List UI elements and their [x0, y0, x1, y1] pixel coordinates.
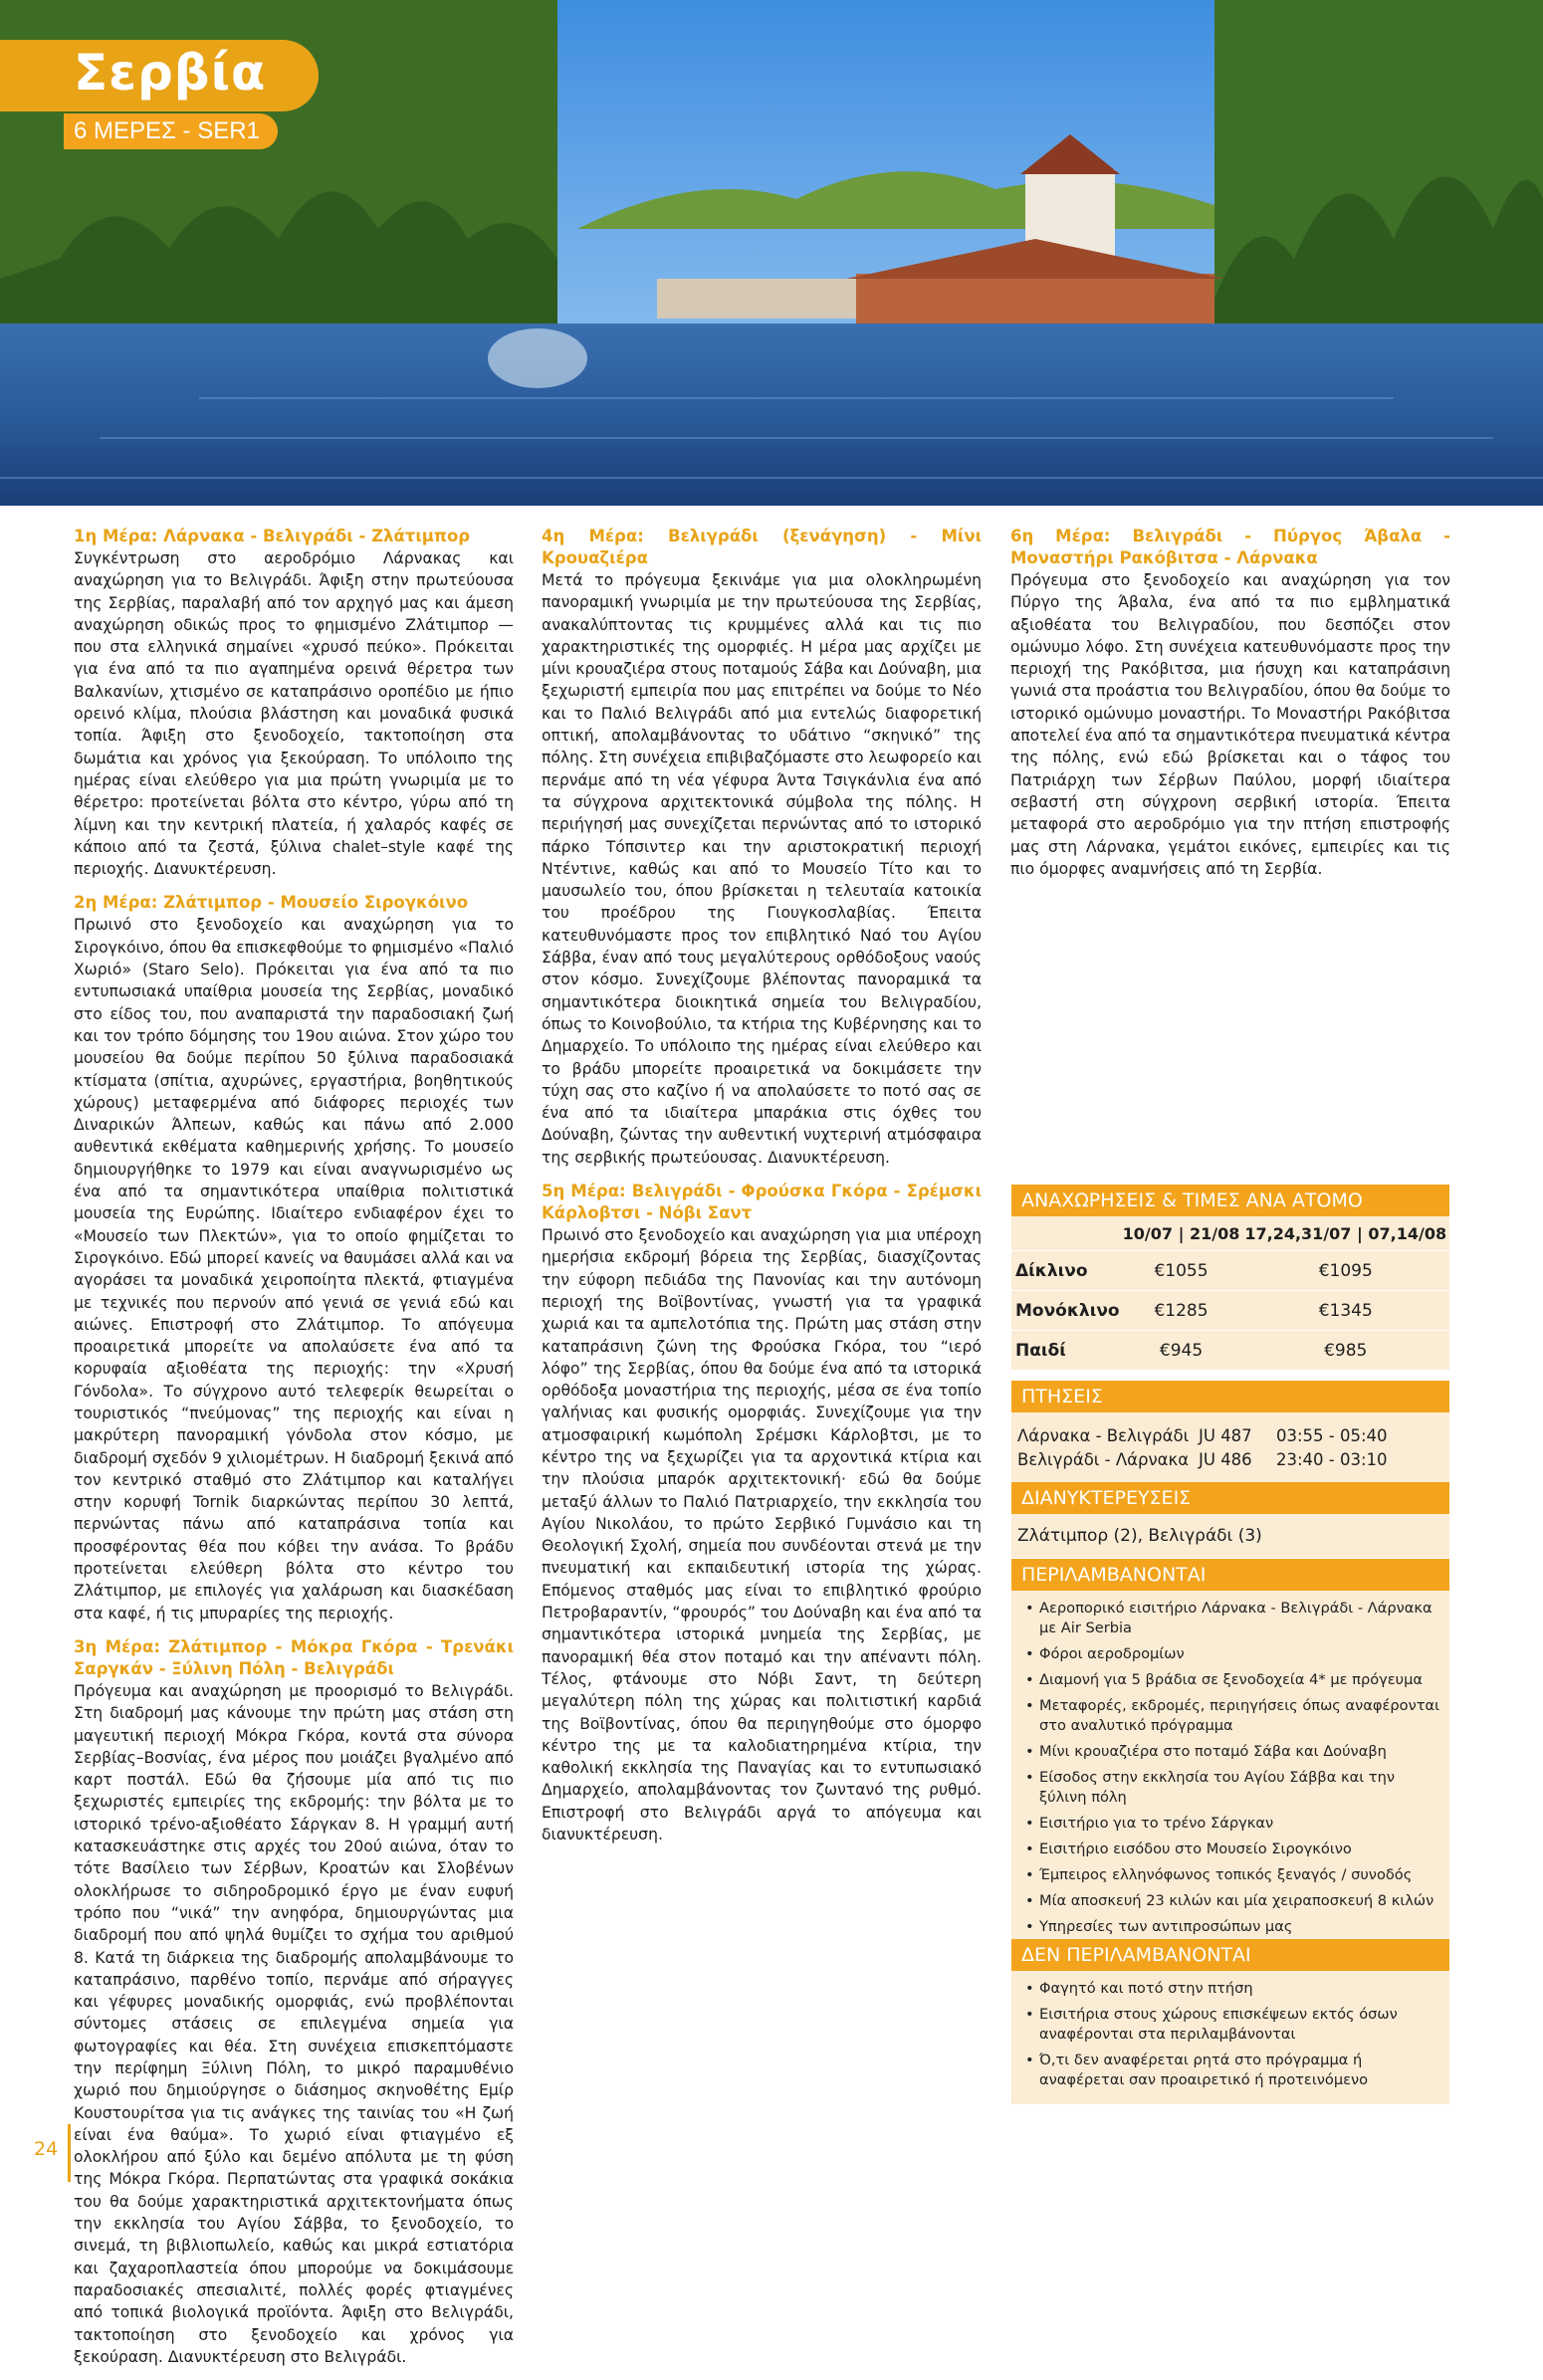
- included-list: [1011, 1591, 1449, 1951]
- list-item: • Μία αποσκευή 23 κιλών και μία χειραποσκευή 8 κιλών: [1025, 1891, 1443, 1911]
- list-item: • Φόροι αεροδρομίων: [1025, 1644, 1443, 1664]
- list-item: • Εισιτήριο εισόδου στο Μουσείο Σιρογκόινο: [1025, 1839, 1443, 1859]
- day-5-title: 5η Μέρα: Βελιγράδι - Φρούσκα Γκόρα - Σρέμσκι Κάρλοβτσι - Νόβι Σαντ: [542, 1182, 982, 1223]
- list-item: • Είσοδος στην εκκλησία του Αγίου Σάββα και την ξύλινη πόλη: [1025, 1768, 1443, 1808]
- list-item: • Αεροπορικό εισιτήριο Λάρνακα - Βελιγράδι - Λάρνακα με Air Serbia: [1025, 1599, 1443, 1638]
- page-number: 24: [34, 2138, 59, 2160]
- page-title: Σερβία: [74, 44, 267, 102]
- list-item: • Εισιτήριο για το τρένο Σάργκαν: [1025, 1814, 1443, 1834]
- flights-heading: ΠΤΗΣΕΙΣ: [1011, 1381, 1449, 1412]
- list-item: • Εισιτήρια στους χώρους επισκέψεων εκτός όσων αναφέρονται στα περιλαμβάνονται: [1025, 2005, 1443, 2045]
- included-box: [1011, 1559, 1449, 1951]
- included-heading: ΠΕΡΙΛΑΜΒΑΝΟΝΤΑΙ: [1011, 1559, 1449, 1591]
- price-column-1: 10/07 | 21/08: [1122, 1223, 1240, 1243]
- tour-code-badge: 6 ΜΕΡΕΣ - SER1: [64, 113, 278, 149]
- day-4-text: Μετά το πρόγευμα ξεκινάμε για μια ολοκληρωμένη πανοραμική γνωριμία με την πρωτεύουσα της Σερβίας, ανακαλύπτοντας τις κρυμμένες αλλά και τις πιο χαρακτηριστικές της ομορφιές. Η μέρα μας αρχίζει με μίνι κρουαζιέρα στους ποταμούς Σάβα και Δούναβη, μια ξεχωριστή εμπειρία που μας επιτρέπει να δούμε το Νέο και το Παλιό Βελιγράδι από μια εντελώς διαφορετική οπτική, απολαμβάνοντας το υδάτινο “σκηνικό” της πόλης. Στη συνέχεια επιβιβαζόμαστε στο λεωφορείο και περνάμε από τη νέα γέφυρα Άντα Τσιγκάνλια ένα από τα σύγχρονα αρχιτεκτονικά σύμβολα της πόλης. Η περιήγησή μας συνεχίζεται περνώντας από το ιστορικό πάρκο Τόπσιντερ και την αριστοκρατική περιοχή Ντέντινε, καθώς και από το Μουσείο Τίτο και το μαυσωλείο του, όπου βρίσκεται η τελευταία κατοικία του προέδρου της Γιουγκοσλαβίας. Έπειτα κατευθυνόμαστε προς τον επιβλητικό Ναό του Αγίου Σάββα, έναν από τους μεγαλύτερους ορθόδοξους ναούς στον κόσμο. Συνεχίζουμε βλέποντας πανοραμικά τα σημαντικότερα διοικητικά σημεία του Βελιγραδίου, όπως το Κοινοβούλιο, τα κτήρια της Κυβέρνησης και το Δημαρχείο. Το υπόλοιπο της ημέρας είναι ελεύθερο και το βράδυ μπορείτε προαιρετικά να δοκιμάσετε την τύχη σας στο καζίνο ή να απολαύσετε το ποτό σας σε ένα από τα ιδιαίτερα μπαράκια στις όχθες του Δούναβη, ζώντας την αυθεντική νυχτερινή ατμόσφαιρα της σερβικής πρωτεύουσας. Διανυκτέρευση.: [542, 571, 982, 1167]
- day-3-text: Πρόγευμα και αναχώρηση με προορισμό το Βελιγράδι. Στη διαδρομή μας κάνουμε την πρώτη μας στάση στη μαγευτική περιοχή Μόκρα Γκόρα, κοντά στα σύνορα Σερβίας–Βοσνίας, ένα μέρος που μοιάζει βγαλμένο από καρτ ποστάλ. Εδώ θα ζήσουμε μία από τις πιο ξεχωριστές εμπειρίες της εκδρομής: την βόλτα με το ιστορικό τρένο-αξιοθέατο Σάργκαν 8. Η γραμμή αυτή κατασκευάστηκε στις αρχές του 20ού αιώνα, όταν το τότε Βασίλειο των Σέρβων, Κροατών και Σλοβένων ολοκλήρωσε το σιδηροδρομικό έργο με έναν ευφυή τρόπο που “νικά” την ανηφόρα, δημιουργώντας μια διαδρομή που από ψηλά θυμίζει το σχήμα του αριθμού 8. Κατά τη διάρκεια της διαδρομής απολαμβάνουμε το καταπράσινο, παρθένο τοπίο, περνάμε από σήραγγες και γέφυρες μοναδικής ομορφιάς, ενώ προβλέπονται σύντομες στάσεις σε επιλεγμένα σημεία για φωτογραφίες και θέα. Στη συνέχεια επισκεπτόμαστε την περίφημη Ξύλινη Πόλη, το μικρό παραμυθένιο χωριό που δημιούργησε ο διάσημος σκηνοθέτης Εμίρ Κουστουρίτσα για τις ανάγκες της ταινίας του «Η ζωή είναι ένα θαύμα». Το χωριό είναι φτιαγμένο εξ ολοκλήρου από ξύλο και δεμένο απόλυτα με τη φύση της Μόκρα Γκόρα. Περπατώντας στα γραφικά σοκάκια του θα δούμε χαρακτηριστικά αρχιτεκτονήματα όπως την εκκλησία του Αγίου Σάββα, το ξενοδοχείο, το σινεμά, τη βιβλιοπωλείο, καθώς και μικρά εστιατόρια και ζαχαροπλαστεία όπου μπορούμε να δοκιμάσουμε παραδοσιακές σπεσιαλιτέ, πολλές φορές φτιαγμένες από τοπικά βιολογικά προϊόντα. Άφιξη στο Βελιγράδι, τακτοποίηση στο ξενοδοχείο και χρόνος για ξεκούραση. Διανυκτέρευση στο Βελιγράδι.: [74, 1681, 514, 2366]
- list-item: • Μεταφορές, εκδρομές, περιηγήσεις όπως αναφέρονται στο αναλυτικό πρόγραμμα: [1025, 1696, 1443, 1736]
- list-item: • Διαμονή για 5 βράδια σε ξενοδοχεία 4* με πρόγευμα: [1025, 1670, 1443, 1690]
- flight-row: Βελιγράδι - Λάρνακα JU 486 23:40 - 03:10: [1017, 1450, 1388, 1469]
- flight-row: Λάρνακα - Βελιγράδι JU 487 03:55 - 05:40: [1017, 1426, 1388, 1445]
- list-item: • Μίνι κρουαζιέρα στο ποταμό Σάβα και Δούναβη: [1025, 1742, 1443, 1762]
- list-item: • Ό,τι δεν αναφέρεται ρητά στο πρόγραμμα ή αναφέρεται σαν προαιρετικό ή προτεινόμενο: [1025, 2051, 1443, 2090]
- not-included-box: [1011, 1939, 1449, 2104]
- day-3-title: 3η Μέρα: Ζλάτιμπορ - Μόκρα Γκόρα - Τρενάκι Σαργκάν - Ξύλινη Πόλη - Βελιγράδι: [74, 1636, 514, 1678]
- table-row: Παιδί €945 €985: [1011, 1331, 1449, 1371]
- flights-box: [1011, 1381, 1449, 1482]
- not-included-list: [1011, 1971, 1449, 2104]
- day-5-text: Πρωινό στο ξενοδοχείο και αναχώρηση για μια υπέροχη ημερήσια εκδρομή βόρεια της Σερβίας, διασχίζοντας την εύφορη πεδιάδα της Πανονίας και την αυτόνομη περιοχή της Βοϊβοντίνας, γνωστή για τα γραφικά χωριά και τα αμπελοτόπια της. Πρώτη μας στάση στην καταπράσινη ζώνη της Φρούσκα Γκόρα, του “ιερό λόφο” της Σερβίας, όπου θα δούμε ένα από τα ιστορικά ορθόδοξα μοναστήρια της περιοχής, μέσα σε ένα τοπίο γαλήνιας και φυσικής ομορφιάς. Συνεχίζουμε για την ατμοσφαιρική κωμόπολη Σρέμσκι Κάρλοβτσι, με το κέντρο της να ξεχωρίζει για τα αρχοντικά κτίρια και την πλούσια μπαρόκ αρχιτεκτονική· εδώ θα δούμε μεταξύ άλλων το Παλιό Πατριαρχείο, την εκκλησία του Αγίου Νικολάου, το πρώτο Σερβικό Γυμνάσιο και τη Θεολογική Σχολή, σημεία που συνδέονται στενά με την πνευματική και εκπαιδευτική ιστορία της χώρας. Επόμενος σταθμός μας είναι το επιβλητικό φρούριο Πετροβαραντίν, “φρουρός” του Δούναβη και ένα από τα σημαντικότερα ιστορικά μνημεία της Σερβίας, με πανοραμική θέα στον ποταμό και την απέναντι πόλη. Τέλος, φτάνουμε στο Νόβι Σαντ, τη δεύτερη μεγαλύτερη πόλη της χώρας και πολιτιστική καρδιά της Βοϊβοντίνας, όπου θα περιηγηθούμε στο όμορφο κέντρο της με τα καλοδιατηρημένα κτίρια, την καθολική εκκλησία της Παναγίας και το εντυπωσιακό Δημαρχείο, απολαμβάνοντας τον ζωντανό της ρυθμό. Επιστροφή στο Βελιγράδι αργά το απόγευμα και διανυκτέρευση.: [542, 1226, 982, 1844]
- price-column-2: 17,24,31/07 | 07,14/08: [1244, 1223, 1447, 1243]
- table-row: Δίκλινο €1055 €1095: [1011, 1251, 1449, 1291]
- day-1-text: Συγκέντρωση στο αεροδρόμιο Λάρνακας και αναχώρηση για το Βελιγράδι. Άφιξη στην πρωτεύουσα της Σερβίας, παραλαβή από τον αρχηγό μας και άμεση αναχώρηση οδικώς προς το φημισμένο Ζλάτιμπορ — που στα ελληνικά σημαίνει «χρυσό πεύκο». Πρόκειται για ένα από τα πιο αγαπημένα ορεινά θέρετρα των Βαλκανίων, χτισμένο σε καταπράσινο οροπέδιο με ήπιο ορεινό κλίμα, πλούσια βλάστηση και μοναδικά φυσικά τοπία. Άφιξη στο ξενοδοχείο, τακτοποίηση στα δωμάτια και χρόνος για ξεκούραση. Το υπόλοιπο της ημέρας είναι ελεύθερο για μια πρώτη γνωριμία με το θέρετρο: προτείνεται βόλτα στο κέντρο, γύρω από τη λίμνη και την κεντρική πλατεία, ή χαλαρός καφές σε κάποιο από τα ζεστά, ξύλινα chalet–style καφέ της περιοχής. Διανυκτέρευση.: [74, 549, 514, 879]
- not-included-heading: ΔΕΝ ΠΕΡΙΛΑΜΒΑΝΟΝΤΑΙ: [1011, 1939, 1449, 1971]
- day-6-title: 6η Μέρα: Βελιγράδι - Πύργος Άβαλα - Μοναστήρι Ρακόβιτσα - Λάρνακα: [1010, 527, 1450, 567]
- day-2-text: Πρωινό στο ξενοδοχείο και αναχώρηση για το Σιρογκόινο, όπου θα επισκεφθούμε το φημισμένο «Παλιό Χωριό» (Staro Selo). Πρόκειται για ένα από τα πιο εντυπωσιακά υπαίθρια μουσεία της Σερβίας, μοναδικό στο είδος του, που αναπαριστά την παραδοσιακή ζωή και τον τρόπο δόμησης του 19ου αιώνα. Στον χώρο του μουσείου θα δούμε περίπου 50 ξύλινα παραδοσιακά κτίσματα (σπίτια, αχυρώνες, εργαστήρια, βοηθητικούς χώρους) μεταφερμένα από διάφορες περιοχές των Διναρικών Άλπεων, καθώς και πάνω από 2.000 αυθεντικά εκθέματα καθημερινής χρήσης. Το μουσείο δημιουργήθηκε το 1979 και είναι αναγνωρισμένο ως ένα από τα σημαντικότερα υπαίθρια πολιτιστικά μουσεία της Ευρώπης. Ιδιαίτερο ενδιαφέρον έχει το «Μουσείο των Πλεκτών», για το οποίο φημίζεται το Σιρογκόινο. Εδώ μπορεί κανείς να θαυμάσει αλλά και να αγοράσει τα μοναδικά χειροποίητα πλεκτά, φτιαγμένα με τεχνικές που περνούν από γενιά σε γενιά εδώ και αιώνες. Επιστροφή στο Ζλάτιμπορ. Το απόγευμα προαιρετικά μπορείτε να απολαύσετε ένα από τα κορυφαία αξιοθέατα της περιοχής: την «Χρυσή Γόνδολα». Το σύγχρονο αυτό τελεφερίκ θεωρείται ο τουριστικός “πνεύμονας” της περιοχής και είναι η μακρύτερη πανοραμική γόνδολα στον κόσμο, με διαδρομή σχεδόν 9 χιλιομέτρων. Η διαδρομή ξεκινά από τον κεντρικό σταθμό στο Ζλάτιμπορ και καταλήγει στην κορυφή Tornik διαρκώντας περίπου 30 λεπτά, περνώντας πάνω από καταπράσινα τοπία και προσφέροντας θέα που κόβει την ανάσα. Το βράδυ προτείνεται ελεύθερη βόλτα στο κέντρο του Ζλάτιμπορ, με επιλογές για χαλάρωση και διασκέδαση στα καφέ, ή τις μπυραρίες της περιοχής.: [74, 916, 514, 1623]
- day-4-title: 4η Μέρα: Βελιγράδι (ξενάγηση) - Μίνι Κρουαζιέρα: [542, 527, 982, 567]
- flights-list: [1011, 1412, 1449, 1482]
- prices-heading: ΑΝΑΧΩΡΗΣΕΙΣ & ΤΙΜΕΣ ΑΝΑ ΑΤΟΜΟ: [1011, 1185, 1449, 1216]
- day-1-title: 1η Μέρα: Λάρνακα - Βελιγράδι - Ζλάτιμπορ: [74, 527, 471, 545]
- itinerary-column-2: [542, 526, 982, 1857]
- overnights-text: Ζλάτιμπορ (2), Βελιγράδι (3): [1017, 1526, 1262, 1546]
- prices-table: [1011, 1216, 1449, 1370]
- overnights-heading: ΔΙΑΝΥΚΤΕΡΕΥΣΕΙΣ: [1011, 1482, 1449, 1514]
- list-item: • Έμπειρος ελληνόφωνος τοπικός ξεναγός / συνοδός: [1025, 1865, 1443, 1885]
- table-row: Μονόκλινο €1285 €1345: [1011, 1291, 1449, 1331]
- list-item: • Φαγητό και ποτό στην πτήση: [1025, 1979, 1443, 1999]
- itinerary-column-1: [74, 526, 514, 2380]
- title-tab: [0, 40, 319, 111]
- list-item: • Υπηρεσίες των αντιπροσώπων μας: [1025, 1917, 1443, 1937]
- itinerary-column-3: [1010, 526, 1450, 892]
- day-6-text: Πρόγευμα στο ξενοδοχείο και αναχώρηση για τον Πύργο της Άβαλα, ένα από τα πιο εμβληματικά αξιοθέατα του Βελιγραδίου, που δεσπόζει στον ομώνυμο λόφο. Στη συνέχεια κατευθυνόμαστε προς την περιοχή της Ρακόβιτσα, μια ήσυχη και καταπράσινη γωνιά στα προάστια του Βελιγραδίου, όπου θα δούμε το ιστορικό ομώνυμο μοναστήρι. Το Μοναστήρι Ρακόβιτσα αποτελεί ένα από τα σημαντικότερα πνευματικά κέντρα της πόλης, ενώ εδώ βρίσκεται και ο τάφος του Πατριάρχη των Σέρβων Παύλου, μορφή ιδιαίτερα σεβαστή στη σύγχρονη σερβική ιστορία. Έπειτα μεταφορά στο αεροδρόμιο για την πτήση επιστροφής μας στη Λάρνακα, γεμάτοι εικόνες, εμπειρίες και τις πιο όμορφες αναμνήσεις από τη Σερβία.: [1010, 571, 1450, 878]
- page-number-bar: [68, 2124, 71, 2182]
- overnights-box: [1011, 1482, 1449, 1558]
- prices-box: [1011, 1185, 1449, 1370]
- day-2-title: 2η Μέρα: Ζλάτιμπορ - Μουσείο Σιρογκόινο: [74, 893, 469, 913]
